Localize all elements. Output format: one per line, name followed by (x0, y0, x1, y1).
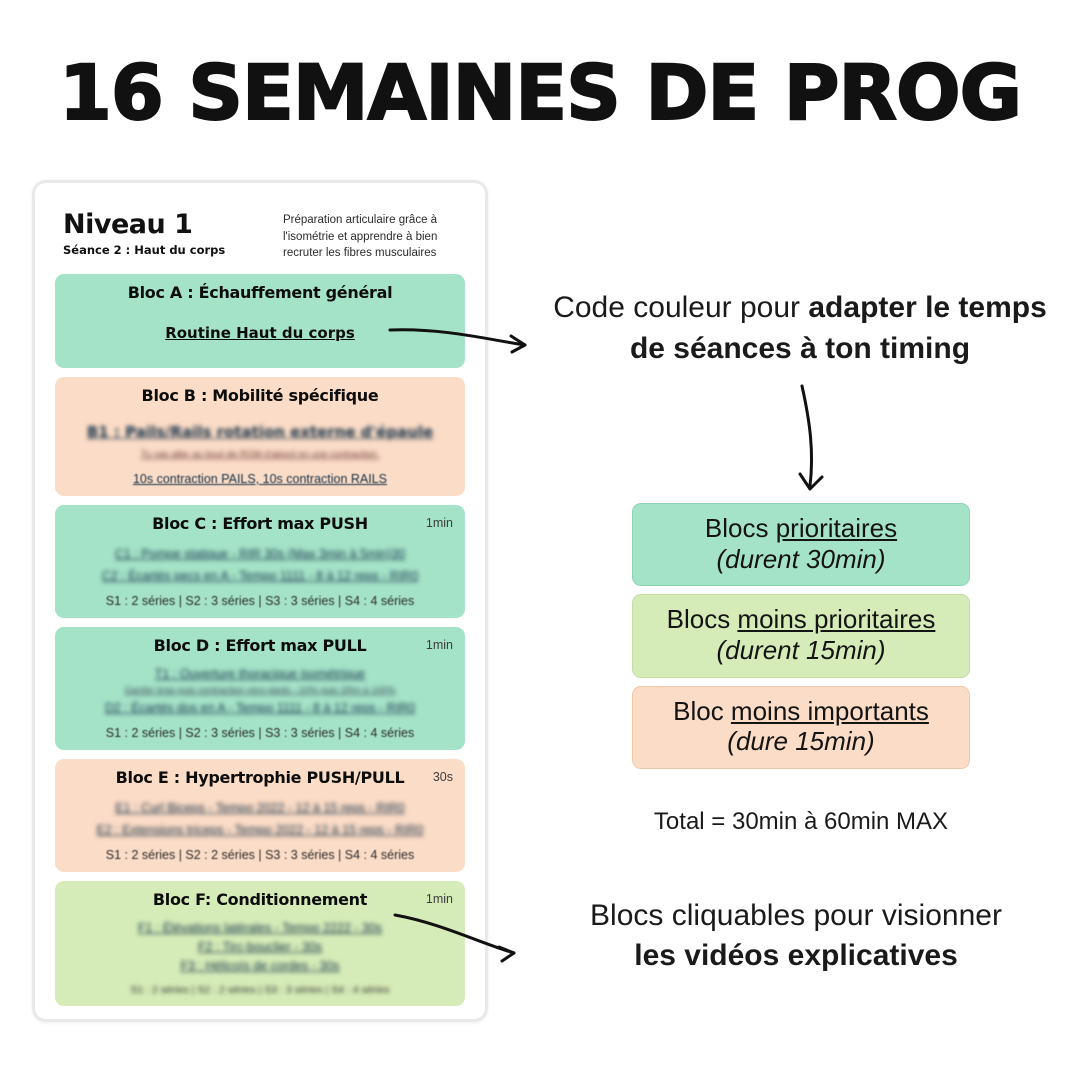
bloc-rest-time: 1min (425, 516, 453, 531)
bloc-title: Bloc A : Échauffement général (127, 283, 393, 303)
bloc-card-d[interactable] (55, 627, 465, 750)
bloc-rest-time: 1min (425, 892, 453, 907)
legend-item-least-important (632, 686, 970, 769)
exercise-line: Tu vas aller au bout de ROM d'abord en une contraction. (140, 449, 380, 461)
bloc-title: Bloc F: Conditionnement (152, 890, 368, 910)
bloc-series-line: S1 : 2 séries | S2 : 2 séries | S3 : 3 séries | S4 : 4 séries (105, 848, 415, 863)
legend-item-priority (632, 503, 970, 586)
note-clickable-text: Blocs cliquables pour visionner (590, 899, 1002, 932)
legend-prefix: Bloc (673, 695, 731, 726)
bloc-title: Bloc C : Effort max PUSH (152, 514, 368, 534)
bloc-video-link[interactable]: B1 : Pails/Rails rotation externe d'épaule (86, 423, 434, 442)
note-color-code (540, 288, 1060, 369)
bloc-series-line: S1 : 2 séries | S2 : 3 séries | S3 : 3 séries | S4 : 4 séries (105, 726, 415, 741)
bloc-card-c[interactable] (55, 505, 465, 618)
level-description: Préparation articulaire grâce à l'isométrie et apprendre à bien recruter les fibres musculaires (283, 214, 438, 260)
phone-header (55, 201, 465, 274)
bloc-video-link[interactable]: Routine Haut du corps (165, 324, 355, 343)
bloc-title: Bloc E : Hypertrophie PUSH/PULL (115, 768, 405, 788)
arrow-to-color-code (385, 300, 555, 370)
note-clickable-bold: les vidéos explicatives (634, 938, 958, 972)
legend-prefix: Blocs (704, 513, 776, 543)
level-block (63, 209, 225, 257)
exercise-line[interactable]: E1 : Curl Biceps - Tempo 2022 - 12 à 15 reps - RIR0 (115, 801, 405, 816)
legend-detail: (dure 15min) (727, 726, 875, 757)
legend-underline: prioritaires (775, 513, 898, 543)
bloc-card-e[interactable] (55, 759, 465, 872)
exercise-line[interactable]: F2 : Tirc-bouclier - 30s (197, 940, 323, 955)
note-color-code-text: Code couleur pour (553, 291, 809, 324)
legend-underline: moins importants (730, 695, 929, 726)
level-subtitle: Séance 2 : Haut du corps (63, 243, 226, 257)
legend-underline: moins prioritaires (737, 604, 936, 635)
exercise-line[interactable]: F3 : Hélicoïs de cordes - 30s (180, 959, 340, 974)
bloc-title: Bloc B : Mobilité spécifique (141, 386, 379, 406)
exercise-note: Garder bras puis contraction vers pieds - 10% puis 1Rm à 100% (124, 685, 396, 697)
exercise-line[interactable]: C2 : Écartés pecs en A - Tempo 1111 - 8 à 12 reps - RIR0 (101, 569, 419, 584)
legend-prefix: Blocs (666, 604, 738, 635)
bloc-rest-time: 1min (425, 638, 453, 653)
total-duration-text: Total = 30min à 60min MAX (653, 808, 949, 835)
page-title: 16 SEMAINES DE PROG (59, 48, 1021, 137)
bloc-series-line: S1 : 2 séries | S2 : 2 séries | S3 : 3 séries | S4 : 4 séries (130, 984, 390, 997)
exercise-line[interactable]: C1 : Pompe statique - RIR 30s (Max 3min à 5min)30 (114, 547, 406, 562)
bloc-series-line: S1 : 2 séries | S2 : 3 séries | S3 : 3 séries | S4 : 4 séries (105, 594, 415, 609)
bloc-rest-time: 30s (432, 770, 453, 785)
level-title: Niveau 1 (63, 209, 193, 240)
exercise-line[interactable]: T1 : Ouverture thoracique isométrique (154, 667, 366, 682)
bloc-card-b[interactable] (55, 377, 465, 496)
legend-detail: (durent 30min) (716, 543, 886, 574)
exercise-line[interactable]: D2 : Écartés dos en A - Tempo 1111 - 8 à 12 reps - RIR0 (104, 701, 416, 716)
arrow-down-to-legend (780, 382, 850, 500)
bloc-series-line: 10s contraction PAILS, 10s contraction RAILS (132, 472, 388, 487)
bloc-title: Bloc D : Effort max PULL (153, 636, 367, 656)
legend-detail: (durent 15min) (716, 635, 886, 666)
arrow-to-clickable-blocs (390, 905, 540, 975)
note-clickable-blocs (528, 896, 1064, 975)
exercise-line[interactable]: E2 : Extensions triceps - Tempo 2022 - 12 à 15 reps - RIR0 (96, 823, 424, 838)
legend-item-less-priority (632, 594, 970, 677)
legend-list (632, 503, 970, 777)
exercise-line[interactable]: F1 : Élévations latérales - Tempo 2222 - 30s (137, 921, 383, 936)
note-color-code-bold: adapter le temps de séances à ton timing (629, 291, 1047, 365)
